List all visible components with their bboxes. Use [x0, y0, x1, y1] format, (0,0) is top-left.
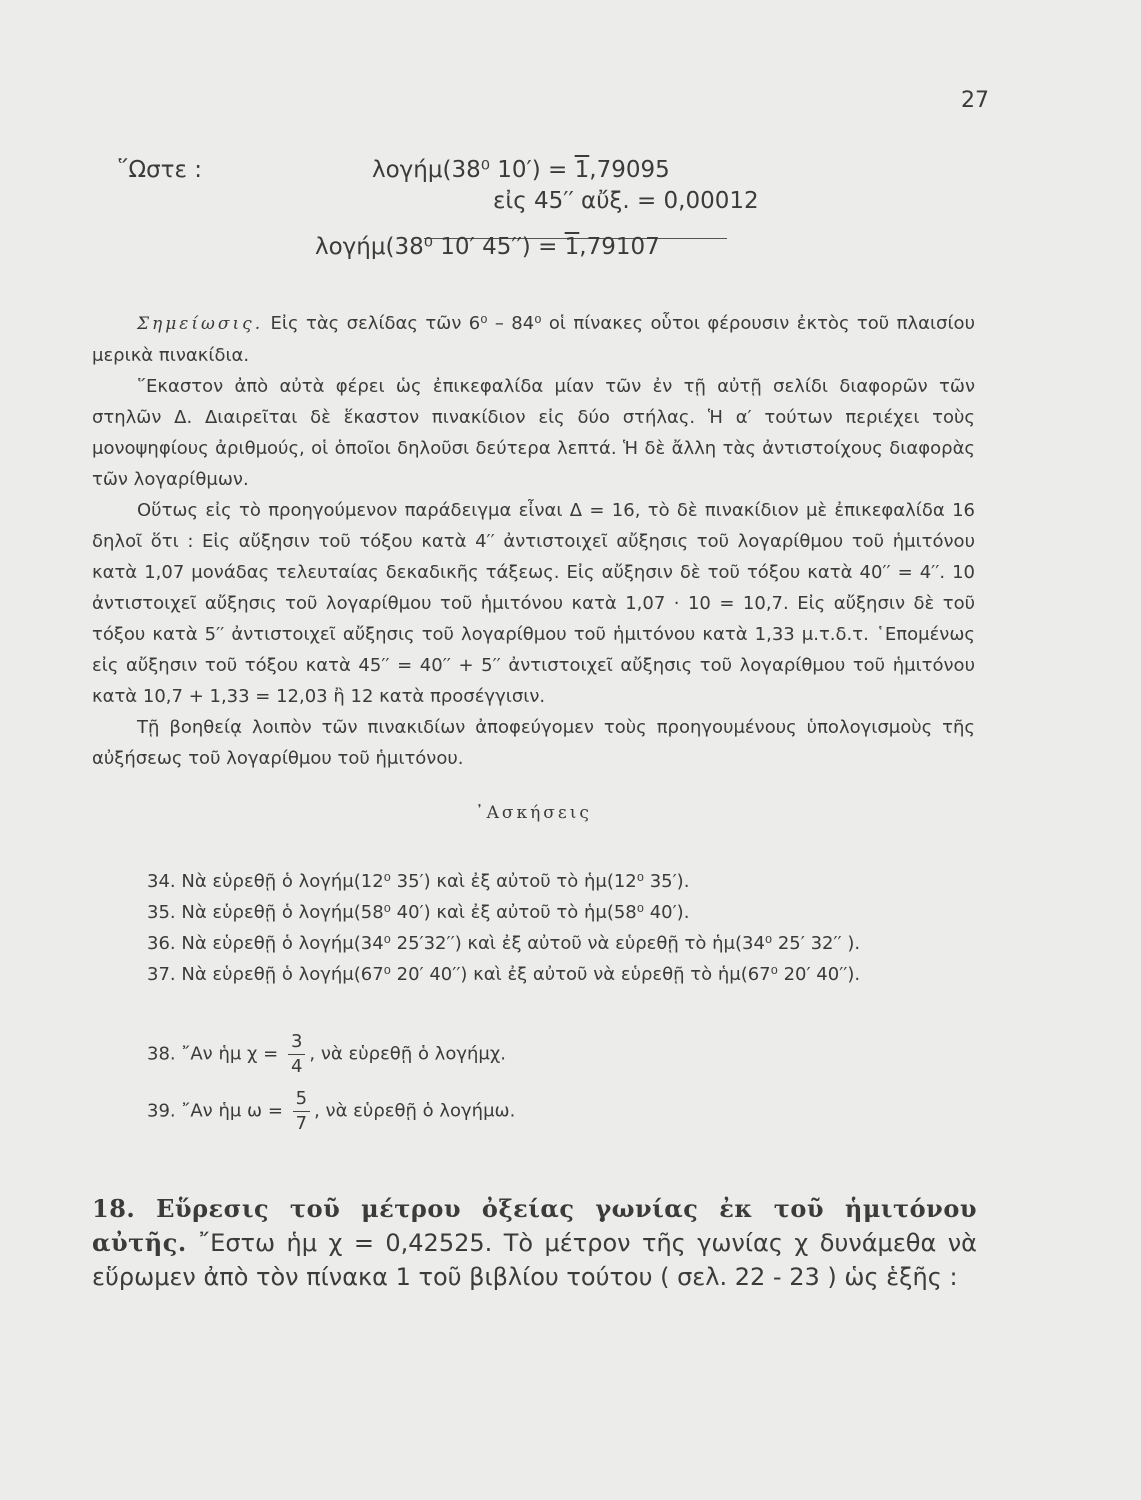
- exercise-38: [147, 1030, 1047, 1079]
- calc-line-1-left: λογήμ(38⁰ 10′) =: [372, 157, 568, 183]
- page-number: 27: [961, 88, 989, 113]
- exercise-36: 36. Νὰ εὑρεθῇ ὁ λογήμ(34⁰ 25′32′′) καὶ ἐξ αὐτοῦ νὰ εὑρεθῇ τὸ ἡμ(34⁰ 25′ 32′′ ).: [147, 933, 861, 954]
- fraction-numerator: 5: [293, 1087, 310, 1112]
- fraction-numerator: 3: [288, 1030, 305, 1055]
- calc-line-2: εἰς 45′′ αὔξ. = 0,00012: [493, 188, 759, 214]
- remarks-block: [92, 308, 975, 990]
- exercises-heading: ᾿Ασκήσεις: [475, 803, 592, 823]
- exercise-38-prefix: 38. ῎Αν ἡμ χ =: [147, 1043, 279, 1065]
- calc-line-3: [315, 234, 660, 260]
- exercise-38-fraction: [288, 1030, 305, 1079]
- exercise-38-suffix: , νὰ εὑρεθῇ ὁ λογήμχ.: [309, 1043, 506, 1065]
- calc-line-1-bar: 1: [574, 157, 590, 183]
- calc-line-1: [372, 157, 670, 183]
- remark-text: Εἰς τὰς σελίδας τῶν 6⁰ – 84⁰ οἱ πίνακες οὗτοι φέρουσιν ἐκτὸς τοῦ πλαισίου μερικὰ πινακίδια.: [92, 313, 975, 366]
- section-18-text: ῎Εστω ἡμ χ = 0,42525. Τὸ μέτρον τῆς γωνίας χ δυνάμεθα νὰ εὕρωμεν ἀπὸ τὸν πίνακα 1 τοῦ βιβλίου τούτου ( σελ. 22 - 23 ) ὡς ἑξῆς :: [92, 1229, 977, 1291]
- exercise-34: 34. Νὰ εὑρεθῇ ὁ λογήμ(12⁰ 35′) καὶ ἐξ αὐτοῦ τὸ ἡμ(12⁰ 35′).: [147, 871, 690, 892]
- calc-line-1-right: ,79095: [589, 157, 670, 183]
- exercise-39: [147, 1087, 1047, 1136]
- remark-paragraph-1: [92, 308, 975, 371]
- fraction-denominator: 7: [295, 1113, 308, 1134]
- remark-paragraph-2: ῞Εκαστον ἀπὸ αὐτὰ φέρει ὡς ἐπικεφαλίδα μίαν τῶν ἐν τῇ αὐτῇ σελίδι διαφορῶν τῶν στηλῶν Δ. Διαιρεῖται δὲ ἕκαστον πινακίδιον εἰς δύο στήλας. Ἡ α′ τούτων περιέχει τοὺς μονοψηφίους ἀριθμούς, οἱ ὁποῖοι δηλοῦσι δεύτερα λεπτά. Ἡ δὲ ἄλλη τὰς ἀντιστοίχους διαφορὰς τῶν λογαρίθμων.: [92, 376, 975, 490]
- remark-label: Σημείωσις.: [137, 314, 264, 334]
- exercise-39-prefix: 39. ῎Αν ἡμ ω =: [147, 1100, 283, 1122]
- section-18-title: 18. Εὕρεσις τοῦ μέτρου ὀξείας γωνίας ἐκ τοῦ ἡμιτόνου αὐτῆς.: [92, 1194, 977, 1257]
- fraction-denominator: 4: [290, 1056, 303, 1077]
- exercise-37: 37. Νὰ εὑρεθῇ ὁ λογήμ(67⁰ 20′ 40′′) καὶ ἐξ αὐτοῦ νὰ εὑρεθῇ τὸ ἡμ(67⁰ 20′ 40′′).: [147, 964, 861, 985]
- remark-paragraph-4: Τῇ βοηθείᾳ λοιπὸν τῶν πινακιδίων ἀποφεύγομεν τοὺς προηγουμένους ὑπολογισμοὺς τῆς αὐξήσεως τοῦ λογαρίθμου τοῦ ἡμιτόνου.: [92, 717, 975, 769]
- exercise-39-fraction: [293, 1087, 310, 1136]
- exercise-39-suffix: , νὰ εὑρεθῇ ὁ λογήμω.: [314, 1100, 516, 1122]
- remark-paragraph-3: Οὕτως εἰς τὸ προηγούμενον παράδειγμα εἶναι Δ = 16, τὸ δὲ πινακίδιον μὲ ἐπικεφαλίδα 16 δηλοῖ ὅτι : Εἰς αὔξησιν τοῦ τόξου κατὰ 4′′ ἀντιστοιχεῖ αὔξησις τοῦ λογαρίθμου τοῦ ἡμιτόνου κατὰ 1,07 μονάδας τελευταίας δεκαδικῆς τάξεως. Εἰς αὔξησιν δὲ τοῦ τόξου κατὰ 40′′ = 4′′. 10 ἀντιστοιχεῖ αὔξησις τοῦ λογαρίθμου τοῦ ἡμιτόνου κατὰ 1,07 · 10 = 10,7. Εἰς αὔξησιν δὲ τοῦ τόξου κατὰ 5′′ ἀντιστοιχεῖ αὔξησις τοῦ λογαρίθμου τοῦ ἡμιτόνου κατὰ 1,33 μ.τ.δ.τ. ῾Επομένως εἰς αὔξησιν τοῦ τόξου κατὰ 45′′ = 40′′ + 5′′ ἀντιστοιχεῖ αὔξησις τοῦ λογαρίθμου τοῦ ἡμιτόνου κατὰ 10,7 + 1,33 = 12,03 ἢ 12 κατὰ προσέγγισιν.: [92, 500, 975, 707]
- exercise-35: 35. Νὰ εὑρεθῇ ὁ λογήμ(58⁰ 40′) καὶ ἐξ αὐτοῦ τὸ ἡμ(58⁰ 40′).: [147, 902, 690, 923]
- calc-line-3-right: ,79107: [579, 234, 660, 260]
- calc-line-3-bar: 1: [564, 234, 580, 260]
- section-18: [92, 1192, 977, 1294]
- calc-prefix: ῞Ωστε :: [117, 157, 202, 183]
- calc-line-3-left: λογήμ(38⁰ 10′ 45′′) =: [315, 234, 558, 260]
